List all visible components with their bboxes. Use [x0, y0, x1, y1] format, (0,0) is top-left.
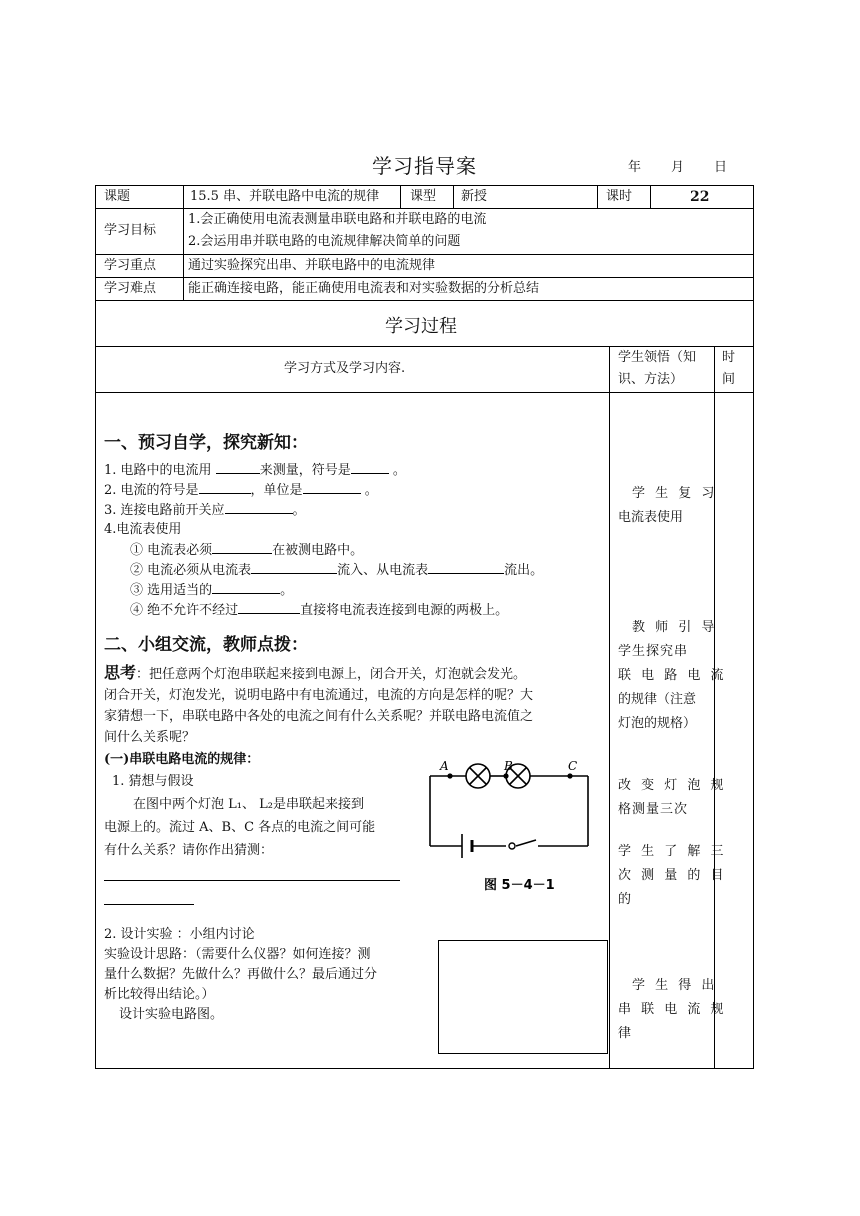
column-content-header: 学习方式及学习内容.	[284, 361, 406, 376]
question-4: 4.电流表使用	[104, 522, 182, 537]
note-conclusion: 学 生 得 出 串 联 电 流 规 律	[618, 978, 727, 1041]
question-4-3: ③ 选用适当的 。	[130, 580, 293, 601]
series-circuit-figure	[420, 758, 600, 898]
topic-label: 课题	[104, 189, 131, 204]
guess-line-3: 有什么关系？请你作出猜测：	[104, 843, 274, 858]
question-4-2: ② 电流必须从电流表 流入、从电流表 流出。	[130, 560, 543, 581]
section1-heading: 一、预习自学，探究新知：	[104, 433, 308, 453]
type-value: 新授	[461, 189, 488, 204]
page-title: 学习指导案	[372, 154, 477, 178]
figure-caption: 图 5－4－1	[484, 878, 555, 893]
section2-heading: 二、小组交流，教师点拨：	[104, 635, 308, 655]
date-year: 年	[628, 160, 642, 175]
difficulty-label: 学习难点	[104, 281, 157, 296]
answer-line-1	[104, 880, 400, 881]
point-c-label: C	[568, 759, 578, 773]
design-line-2: 量什么数据？先做什么？再做什么？最后通过分	[104, 967, 378, 982]
note-measure-purpose: 学 生 了 解 三 次 测 量 的 目 的	[618, 844, 727, 907]
type-label: 课型	[410, 189, 437, 204]
hours-value: 22	[690, 189, 710, 205]
question-3: 3. 连接电路前开关应 。	[104, 500, 306, 521]
date-month: 月	[671, 160, 685, 175]
goal-2: 2.会运用串并联电路的电流规律解决简单的问题	[188, 234, 461, 249]
design-line-1: 实验设计思路：（需要什么仪器？如何连接？测	[104, 947, 371, 962]
question-1: 1. 电路中的电流用 来测量，符号是 。	[104, 460, 406, 481]
column-time-header-1: 时	[722, 350, 736, 365]
point-b-label: B	[504, 759, 513, 773]
guess-line-2: 电源上的。流过 A、B、C 各点的电流之间可能	[104, 820, 376, 835]
note-teacher-guide: 教 师 引 导 学生探究串 联 电 路 电 流 的规律（注意 灯泡的规格）	[618, 620, 727, 731]
note-review: 学 生 复 习 电流表使用	[618, 486, 718, 525]
guess-title: 1. 猜想与假设	[112, 774, 194, 789]
design-line-3: 析比较得出结论。）	[104, 987, 215, 1002]
question-2: 2. 电流的符号是 ，单位是 。	[104, 480, 378, 501]
date-fields	[628, 156, 757, 175]
design-line-4: 设计实验电路图。	[119, 1007, 224, 1022]
topic-value: 15.5 串、并联电路中电流的规律	[190, 189, 380, 204]
guess-line-1: 在图中两个灯泡 L₁、 L₂是串联起来接到	[133, 797, 364, 812]
difficulty-value: 能正确连接电路，能正确使用电流表和对实验数据的分析总结	[188, 281, 540, 296]
process-heading: 学习过程	[385, 316, 457, 337]
answer-line-2	[104, 904, 194, 905]
key-label: 学习重点	[104, 258, 157, 273]
column-insight-header-1: 学生领悟（知	[618, 350, 697, 365]
key-value: 通过实验探究出串、并联电路中的电流规律	[188, 258, 436, 273]
column-insight-header-2: 识、方法）	[618, 372, 684, 387]
design-title: 2. 设计实验 ：小组内讨论	[104, 927, 255, 942]
column-time-header-2: 间	[722, 372, 736, 387]
circuit-drawing-box[interactable]	[438, 940, 608, 1054]
think-label: 思考	[104, 663, 137, 682]
note-change-bulbs: 改 变 灯 泡 规 格测量三次	[618, 778, 727, 817]
question-4-4: ④ 绝不允许不经过 直接将电流表连接到电源的两极上。	[130, 600, 508, 621]
goal-1: 1.会正确使用电流表测量串联电路和并联电路的电流	[188, 212, 487, 227]
date-day: 日	[714, 160, 728, 175]
point-a-label: A	[440, 759, 449, 773]
goal-label: 学习目标	[104, 223, 157, 238]
hours-label: 课时	[606, 189, 633, 204]
think-paragraph: 思考：把任意两个灯泡串联起来接到电源上，闭合开关，灯泡就会发光。 闭合开关，灯泡发光，说明电路中有电流通过，电流的方向是怎样的呢？大 家猜想一下，串联电路中各处的电流之间有什么关系呢？并联电路电流值之 间什么关系呢？	[104, 663, 534, 745]
question-4-1: ① 电流表必须 在被测电路中。	[130, 540, 363, 561]
series-subheading: (一)串联电路电流的规律：	[104, 752, 260, 767]
